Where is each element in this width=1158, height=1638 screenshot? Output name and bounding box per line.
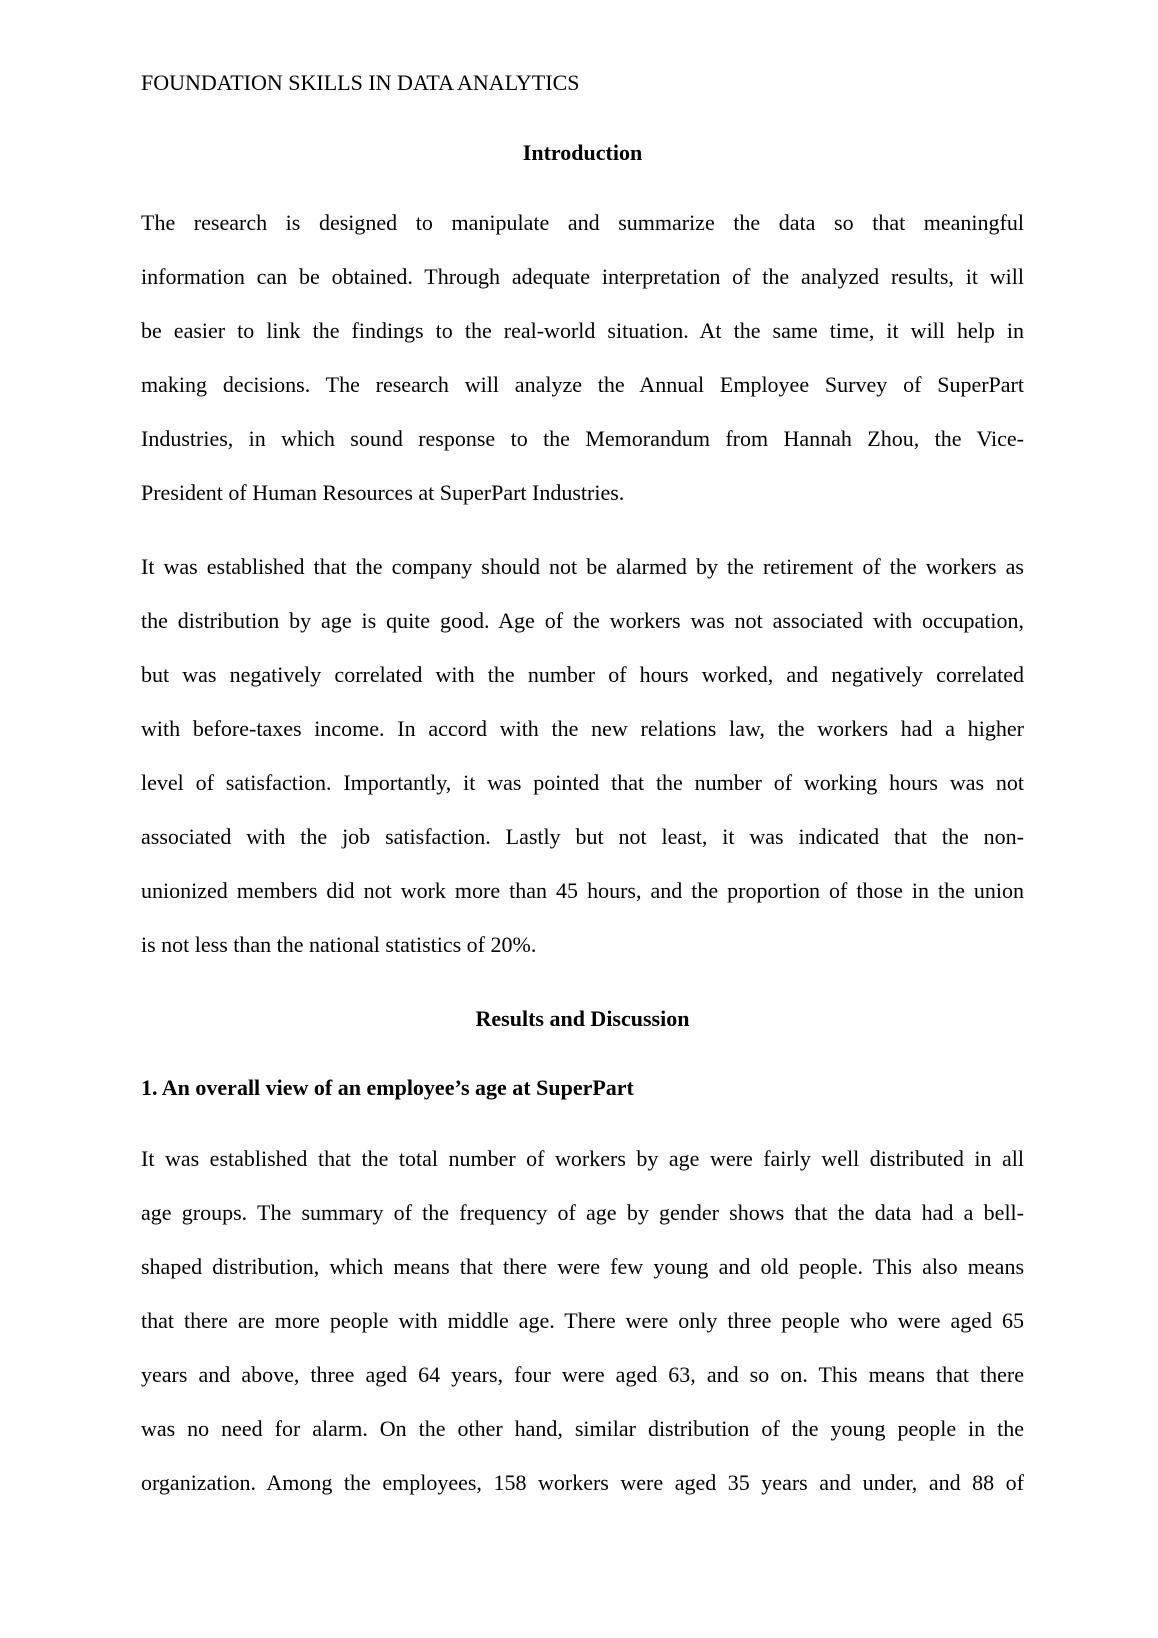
text-line: is not less than the national statistics of 20%.	[141, 932, 537, 957]
introduction-heading: Introduction	[522, 140, 643, 165]
section-1-paragraph	[141, 1132, 1024, 1510]
text-line: age groups. The summary of the frequency of age by gender shows that the data had a bell-	[141, 1200, 1024, 1225]
text-line: that there are more people with middle age. There were only three people who were aged 65	[141, 1308, 1024, 1333]
text-line: The research is designed to manipulate and summarize the data so that meaningful	[141, 210, 1024, 235]
text-line: Industries, in which sound response to the Memorandum from Hannah Zhou, the Vice-	[141, 426, 1024, 451]
text-line: making decisions. The research will analyze the Annual Employee Survey of SuperPart	[141, 372, 1024, 397]
introduction-paragraph-1	[141, 196, 1024, 520]
text-line: years and above, three aged 64 years, four were aged 63, and so on. This means that there	[141, 1362, 1024, 1387]
results-heading: Results and Discussion	[475, 1006, 690, 1031]
text-line: information can be obtained. Through adequate interpretation of the analyzed results, it will	[141, 264, 1024, 289]
running-head: FOUNDATION SKILLS IN DATA ANALYTICS	[141, 70, 580, 95]
text-line: President of Human Resources at SuperPart Industries.	[141, 480, 625, 505]
text-line: was no need for alarm. On the other hand, similar distribution of the young people in the	[141, 1416, 1024, 1441]
text-line: associated with the job satisfaction. Lastly but not least, it was indicated that the non-	[141, 824, 1024, 849]
text-line: with before-taxes income. In accord with the new relations law, the workers had a higher	[141, 716, 1024, 741]
text-line: organization. Among the employees, 158 workers were aged 35 years and under, and 88 of	[141, 1470, 1024, 1495]
section-1-heading: 1. An overall view of an employee’s age at SuperPart	[141, 1075, 634, 1100]
text-line: unionized members did not work more than 45 hours, and the proportion of those in the union	[141, 878, 1024, 903]
text-line: the distribution by age is quite good. Age of the workers was not associated with occupation,	[141, 608, 1024, 633]
text-line: It was established that the company should not be alarmed by the retirement of the workers as	[141, 554, 1024, 579]
text-line: shaped distribution, which means that there were few young and old people. This also means	[141, 1254, 1024, 1279]
text-line: be easier to link the findings to the real-world situation. At the same time, it will help in	[141, 318, 1024, 343]
text-line: but was negatively correlated with the number of hours worked, and negatively correlated	[141, 662, 1024, 687]
text-line: level of satisfaction. Importantly, it was pointed that the number of working hours was not	[141, 770, 1024, 795]
text-line: It was established that the total number of workers by age were fairly well distributed in all	[141, 1146, 1024, 1171]
introduction-paragraph-2	[141, 540, 1024, 972]
